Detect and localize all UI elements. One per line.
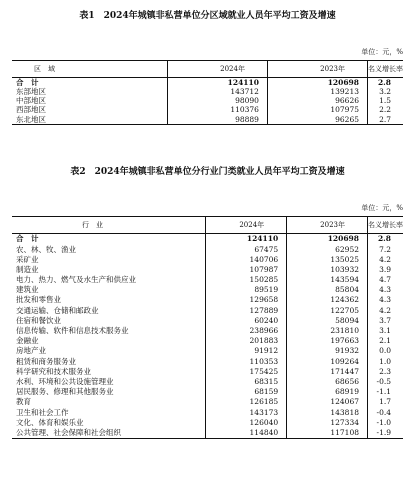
table2-cell-value-2023: 127334: [287, 417, 368, 427]
table2-cell-name: 居民服务、修理和其他服务业: [16, 387, 114, 397]
table1-header-row: [12, 61, 403, 78]
table2-cell-name: 信息传输、软件和信息技术服务业: [16, 326, 129, 336]
table2-cell-name: 电力、热力、燃气及水生产和供应业: [16, 275, 136, 285]
table2-cell-value-2023: 135025: [287, 254, 368, 264]
table1-cell-growth-rate: 2.7: [368, 115, 404, 125]
table2-cell-name: 制造业: [16, 264, 39, 274]
table2-row: [12, 356, 403, 366]
table2-row: [12, 346, 403, 356]
table1-cell-growth-rate: 1.5: [368, 96, 404, 105]
table2-cell-name: 住宿和餐饮业: [16, 315, 61, 325]
table2-cell-growth-rate: 4.2: [368, 254, 404, 264]
table2-cell-value-2024: 67475: [206, 244, 287, 254]
table1-header-2024: 2024年: [167, 61, 267, 78]
table2-cell-growth-rate: -0.5: [368, 377, 404, 387]
table2-cell-value-2024: 60240: [206, 316, 287, 326]
table2-row: [12, 428, 403, 439]
table2-cell-growth-rate: 1.0: [368, 356, 404, 366]
table2-cell-value-2023: 124362: [287, 295, 368, 305]
table2-cell-value-2024: 110353: [206, 356, 287, 366]
table2-cell-growth-rate: 7.2: [368, 244, 404, 254]
table2-row: [12, 244, 403, 254]
table2-cell-name: 金融业: [16, 336, 39, 346]
table1-header-region: 区 域: [12, 61, 167, 78]
table2-row: [12, 295, 403, 305]
table2-cell-value-2023: 68656: [287, 377, 368, 387]
table1-cell-name: 西部地区: [16, 105, 46, 115]
table2-cell-value-2024: 89519: [206, 285, 287, 295]
table2-cell-value-2024: 143173: [206, 407, 287, 417]
table1-row: [12, 96, 403, 105]
table2-header-2024: 2024年: [206, 217, 287, 234]
table2-cell-value-2023: 197663: [287, 336, 368, 346]
table2-cell-value-2023: 120698: [287, 234, 368, 245]
table2-cell-growth-rate: 4.3: [368, 295, 404, 305]
table2-cell-value-2023: 58094: [287, 316, 368, 326]
table2-row: [12, 316, 403, 326]
table2-cell-growth-rate: -0.4: [368, 407, 404, 417]
table2-row: [12, 326, 403, 336]
table2-row: [12, 265, 403, 275]
table2-cell-name: 采矿业: [16, 254, 39, 264]
table1-cell-value-2023: 96265: [267, 115, 367, 125]
table2-cell-value-2024: 107987: [206, 265, 287, 275]
table2-cell-growth-rate: 3.7: [368, 316, 404, 326]
table2-row: [12, 336, 403, 346]
table2-cell-value-2024: 91912: [206, 346, 287, 356]
table2-cell-value-2023: 124067: [287, 397, 368, 407]
table1-cell-name: 东北地区: [12, 115, 167, 125]
table2-cell-name: 文化、体育和娱乐业: [16, 417, 84, 427]
table2-cell-growth-rate: 3.9: [368, 265, 404, 275]
table1-cell-value-2024: 143712: [167, 87, 267, 96]
table2-cell-value-2024: 68159: [206, 387, 287, 397]
table2-row: [12, 387, 403, 397]
table1-cell-name: 合 计: [16, 77, 39, 87]
table2-cell-name: 公共管理、社会保障和社会组织: [12, 428, 206, 439]
table2-cell-value-2024: 126185: [206, 397, 287, 407]
table1-header-2023: 2023年: [267, 61, 367, 78]
table1-cell-value-2024: 98090: [167, 96, 267, 105]
table1-cell-value-2024: 98889: [167, 115, 267, 125]
table1-cell-value-2023: 107975: [267, 106, 367, 115]
table1-cell-value-2023: 120698: [267, 78, 367, 88]
table2-cell-value-2024: 129658: [206, 295, 287, 305]
table1-cell-value-2024: 124110: [167, 78, 267, 88]
table2-cell-name: 农、林、牧、渔业: [16, 244, 76, 254]
table1-cell-name: 东部地区: [16, 87, 46, 97]
table2-cell-value-2024: 238966: [206, 326, 287, 336]
table1-body: [12, 78, 403, 125]
table2-cell-value-2023: 68919: [287, 387, 368, 397]
table2-cell-name: 教育: [16, 397, 31, 407]
table1-cell-growth-rate: 2.8: [368, 78, 404, 88]
table2-cell-value-2024: 124110: [206, 234, 287, 245]
table2-cell-value-2023: 231810: [287, 326, 368, 336]
table2-cell-value-2023: 122705: [287, 305, 368, 315]
table2-cell-value-2023: 171447: [287, 366, 368, 376]
table2-cell-value-2024: 140706: [206, 254, 287, 264]
table2-unit: 单位：元，%: [361, 204, 403, 212]
table2-cell-growth-rate: 2.1: [368, 336, 404, 346]
table2-row: [12, 366, 403, 376]
table2-row: [12, 407, 403, 417]
table2-cell-name: 科学研究和技术服务业: [16, 366, 91, 376]
table2-cell-value-2024: 68315: [206, 377, 287, 387]
table1-title: 表1 2024年城镇非私营单位分区域就业人员年平均工资及增速: [79, 11, 336, 21]
table1-cell-growth-rate: 3.2: [368, 87, 404, 96]
table2-row: [12, 377, 403, 387]
table2-cell-value-2024: 150285: [206, 275, 287, 285]
table2-cell-value-2024: 126040: [206, 417, 287, 427]
table2-cell-name: 交通运输、仓储和邮政业: [16, 305, 99, 315]
table2-cell-name: 水利、环境和公共设施管理业: [16, 376, 114, 386]
table2-cell-growth-rate: 0.0: [368, 346, 404, 356]
table1-unit: 单位：元，%: [361, 48, 403, 56]
table2-cell-value-2023: 62952: [287, 244, 368, 254]
table1: [12, 60, 403, 125]
table2-cell-name: 批发和零售业: [16, 295, 61, 305]
table2-cell-name: 建筑业: [16, 285, 39, 295]
table2-cell-value-2023: 109264: [287, 356, 368, 366]
table1-cell-name: 中部地区: [16, 96, 46, 106]
table2-row: [12, 275, 403, 285]
table2-cell-growth-rate: 3.1: [368, 326, 404, 336]
table2-total-row: [12, 234, 403, 245]
table1-row: [12, 115, 403, 125]
table2-cell-growth-rate: -1.9: [368, 428, 404, 439]
table2-cell-growth-rate: 4.3: [368, 285, 404, 295]
table2-cell-value-2023: 85804: [287, 285, 368, 295]
table2-cell-growth-rate: -1.0: [368, 417, 404, 427]
table2-cell-value-2023: 117108: [287, 428, 368, 439]
table1-cell-growth-rate: 2.2: [368, 106, 404, 115]
table1-header-growth: 名义增长率: [368, 61, 404, 78]
table1-total-row: [12, 78, 403, 88]
table2-body: [12, 234, 403, 439]
table2-cell-value-2024: 114840: [206, 428, 287, 439]
table2-cell-growth-rate: 2.3: [368, 366, 404, 376]
table2-cell-name: 卫生和社会工作: [16, 407, 69, 417]
table2-cell-name: 合 计: [16, 234, 39, 244]
table1-cell-value-2024: 110376: [167, 106, 267, 115]
table2-cell-value-2023: 103932: [287, 265, 368, 275]
table2-cell-value-2024: 175425: [206, 366, 287, 376]
table2-cell-value-2024: 201883: [206, 336, 287, 346]
table2-title: 表2 2024年城镇非私营单位分行业门类就业人员年平均工资及增速: [70, 167, 345, 177]
table2-row: [12, 305, 403, 315]
table2-header-2023: 2023年: [287, 217, 368, 234]
table2-row: [12, 254, 403, 264]
table2-cell-growth-rate: 4.2: [368, 305, 404, 315]
table2-cell-growth-rate: 2.8: [368, 234, 404, 245]
table1-row: [12, 106, 403, 115]
table2-cell-growth-rate: 4.7: [368, 275, 404, 285]
table2-row: [12, 417, 403, 427]
table1-cell-value-2023: 139213: [267, 87, 367, 96]
table2-cell-growth-rate: -1.1: [368, 387, 404, 397]
table2-cell-value-2023: 143594: [287, 275, 368, 285]
table2-row: [12, 397, 403, 407]
table2-row: [12, 285, 403, 295]
table1-cell-value-2023: 96626: [267, 96, 367, 105]
table2-cell-name: 租赁和商务服务业: [16, 356, 76, 366]
table2-cell-value-2023: 91932: [287, 346, 368, 356]
table2-cell-growth-rate: 1.7: [368, 397, 404, 407]
table1-row: [12, 87, 403, 96]
table2-cell-value-2023: 143818: [287, 407, 368, 417]
table2-header-industry: 行 业: [12, 217, 206, 234]
table2-cell-name: 房地产业: [16, 346, 46, 356]
table2-cell-value-2024: 127889: [206, 305, 287, 315]
table2-header-growth: 名义增长率: [368, 217, 404, 234]
table2: [12, 216, 403, 439]
table2-header-row: [12, 217, 403, 234]
